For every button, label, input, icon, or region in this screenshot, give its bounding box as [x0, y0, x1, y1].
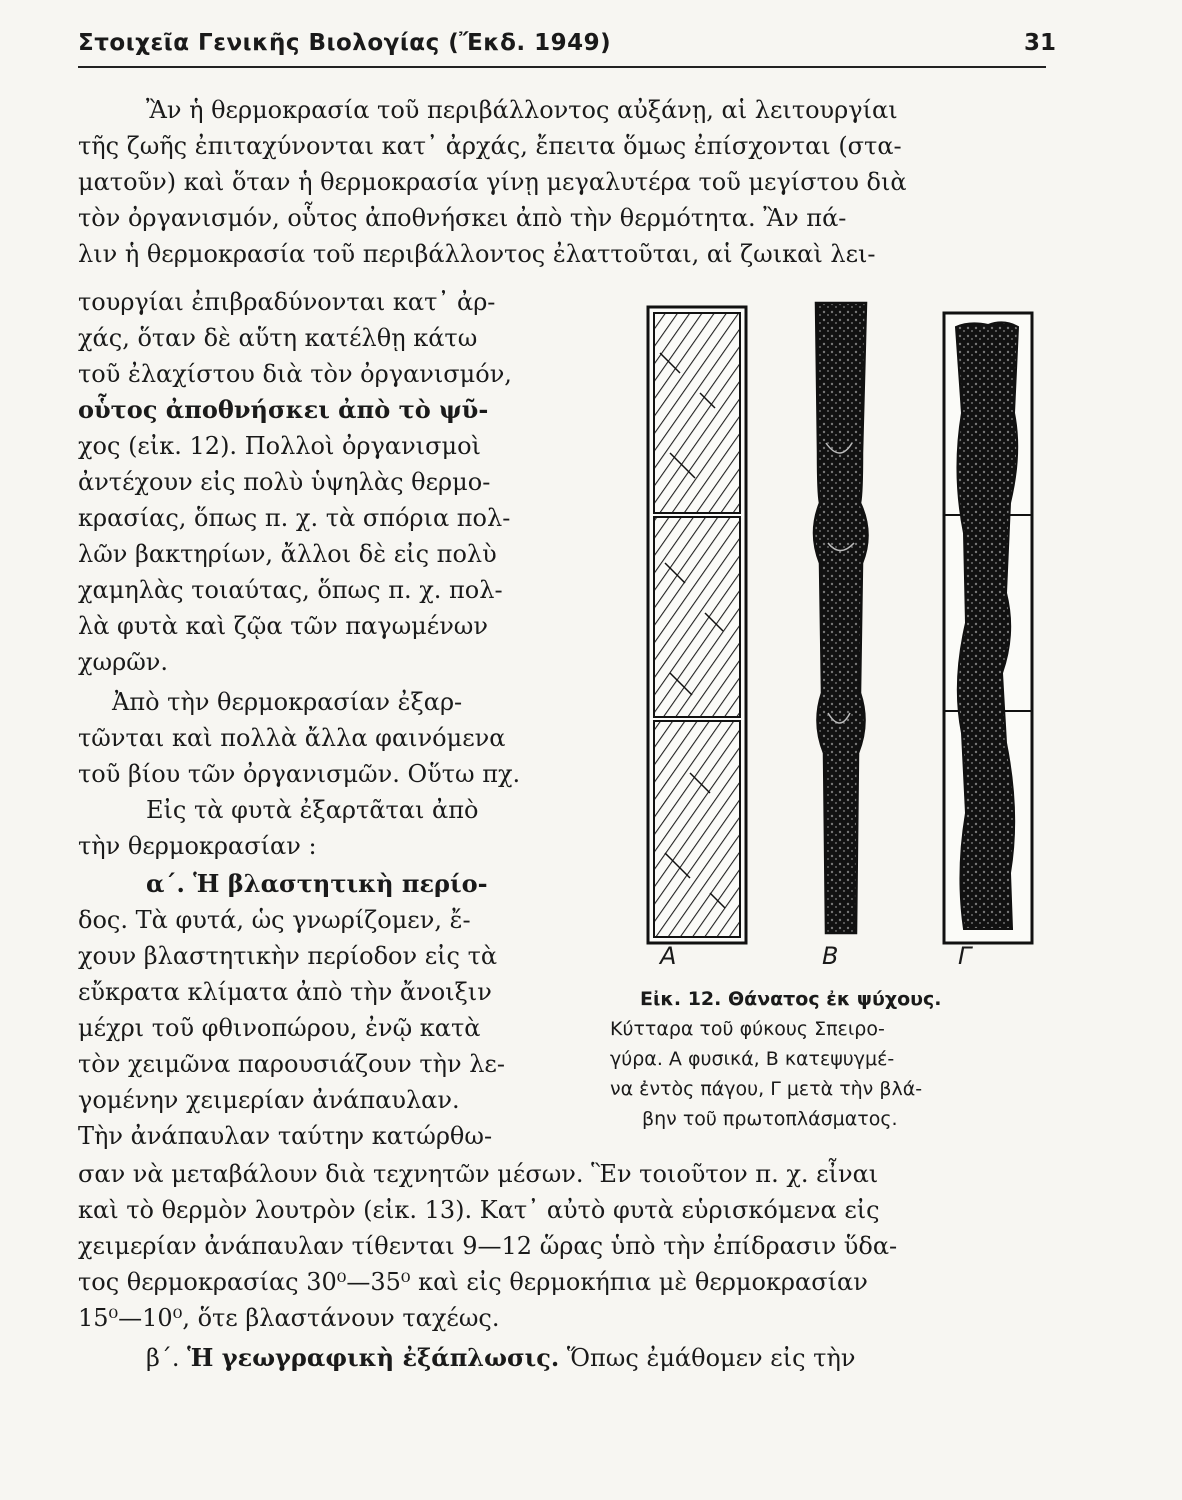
- text-line: λῶν βακτηρίων, ἄλλοι δὲ εἰς πολὺ: [78, 540, 497, 568]
- text-line: ἀντέχουν εἰς πολὺ ὑψηλὰς θερμο-: [78, 468, 491, 496]
- text-line: εὔκρατα κλίματα ἀπὸ τὴν ἄνοιξιν: [78, 978, 492, 1006]
- page-number: 31: [1024, 30, 1057, 56]
- text-line: οὗτος ἀποθνήσκει ἀπὸ τὸ ψῦ-: [78, 395, 489, 424]
- text-line: χάς, ὅταν δὲ αὕτη κατέλθῃ κάτω: [78, 324, 478, 352]
- text-line: καὶ τὸ θερμὸν λουτρὸν (εἰκ. 13). Κατ᾽ αὐτὸ φυτὰ εὑρισκόμενα εἰς: [78, 1196, 880, 1224]
- text-line: χαμηλὰς τοιαύτας, ὅπως π. χ. πολ-: [78, 576, 503, 604]
- text-line: 15⁰—10⁰, ὅτε βλαστάνουν ταχέως.: [78, 1304, 500, 1332]
- text-line: μέχρι τοῦ φθινοπώρου, ἐνῷ κατὰ: [78, 1014, 481, 1042]
- caption-line: γύρα. Α φυσικά, Β κατεψυγμέ-: [610, 1048, 895, 1070]
- figure-label-b: Β: [822, 942, 839, 970]
- spirogyra-figure: [630, 293, 1040, 973]
- text-line: τῶνται καὶ πολλὰ ἄλλα φαινόμενα: [78, 724, 506, 752]
- text-line: Τὴν ἀνάπαυλαν ταύτην κατώρθω-: [78, 1122, 493, 1150]
- figure-label-a: Α: [660, 942, 677, 970]
- cell-c-drawing: [944, 313, 1032, 943]
- text-line: τοῦ ἐλαχίστου διὰ τὸν ὀργανισμόν,: [78, 360, 512, 388]
- header-title: Στοιχεῖα Γενικῆς Βιολογίας (Ἔκδ. 1949): [78, 30, 612, 56]
- text-line: λιν ἡ θερμοκρασία τοῦ περιβάλλοντος ἐλαττοῦται, αἱ ζωικαὶ λει-: [78, 240, 876, 268]
- text-line: Ἂν ἡ θερμοκρασία τοῦ περιβάλλοντος αὐξάνῃ, αἱ λειτουργίαι: [146, 96, 898, 124]
- text-line: γομένην χειμερίαν ἀνάπαυλαν.: [78, 1086, 460, 1114]
- section-prefix: β΄.: [146, 1344, 180, 1372]
- text-line: τουργίαι ἐπιβραδύνονται κατ᾽ ἀρ-: [78, 288, 496, 316]
- caption-line: να ἐντὸς πάγου, Γ μετὰ τὴν βλά-: [610, 1078, 923, 1100]
- text-line: χειμερίαν ἀνάπαυλαν τίθενται 9—12 ὥρας ὑπὸ τὴν ἐπίδρασιν ὕδα-: [78, 1232, 898, 1260]
- text-line: σαν νὰ μεταβάλουν διὰ τεχνητῶν μέσων. Ἓν τοιοῦτον π. χ. εἶναι: [78, 1160, 879, 1188]
- caption-line: Κύτταρα τοῦ φύκους Σπειρο-: [610, 1018, 885, 1040]
- text-line: τὸν χειμῶνα παρουσιάζουν τὴν λε-: [78, 1050, 505, 1078]
- text-line: κρασίας, ὅπως π. χ. τὰ σπόρια πολ-: [78, 504, 511, 532]
- text-line: χουν βλαστητικὴν περίοδον εἰς τὰ: [78, 942, 498, 970]
- text-line: τοῦ βίου τῶν ὀργανισμῶν. Οὕτω πχ.: [78, 760, 521, 788]
- text-line: τὸν ὀργανισμόν, οὗτος ἀποθνήσκει ἀπὸ τὴν θερμότητα. Ἂν πά-: [78, 204, 847, 232]
- text-line: τῆς ζωῆς ἐπιταχύνονται κατ᾽ ἀρχάς, ἔπειτα ὅμως ἐπίσχονται (στα-: [78, 132, 902, 160]
- section-text: Ὅπως ἐμάθομεν εἰς τὴν: [566, 1344, 856, 1372]
- header-rule: [78, 66, 1046, 68]
- text-line: τὴν θερμοκρασίαν :: [78, 832, 317, 860]
- text-line: χος (εἰκ. 12). Πολλοὶ ὀργανισμοὶ: [78, 432, 481, 460]
- text-line: Ἀπὸ τὴν θερμοκρασίαν ἐξαρ-: [112, 688, 463, 716]
- caption-line: βην τοῦ πρωτοπλάσματος.: [642, 1108, 898, 1130]
- text-line: δος. Τὰ φυτά, ὡς γνωρίζομεν, ἔ-: [78, 906, 471, 934]
- text-line: λὰ φυτὰ καὶ ζῷα τῶν παγωμένων: [78, 612, 488, 640]
- text-line: τος θερμοκρασίας 30⁰—35⁰ καὶ εἰς θερμοκήπια μὲ θερμοκρασίαν: [78, 1268, 868, 1296]
- text-line: Εἰς τὰ φυτὰ ἐξαρτᾶται ἀπὸ: [146, 796, 479, 824]
- figure-label-c: Γ: [958, 942, 972, 970]
- section-heading: Ἡ γεωγραφικὴ ἐξάπλωσις.: [187, 1343, 560, 1372]
- last-line: [146, 1343, 856, 1372]
- text-line: ματοῦν) καὶ ὅταν ἡ θερμοκρασία γίνῃ μεγαλυτέρα τοῦ μεγίστου διὰ: [78, 168, 907, 196]
- cell-a-drawing: [648, 307, 746, 943]
- section-heading: α΄. Ἡ βλαστητικὴ περίο-: [146, 869, 488, 898]
- cell-b-drawing: [814, 303, 868, 933]
- caption-line: Εἰκ. 12. Θάνατος ἐκ ψύχους.: [640, 988, 942, 1010]
- text-line: χωρῶν.: [78, 648, 169, 676]
